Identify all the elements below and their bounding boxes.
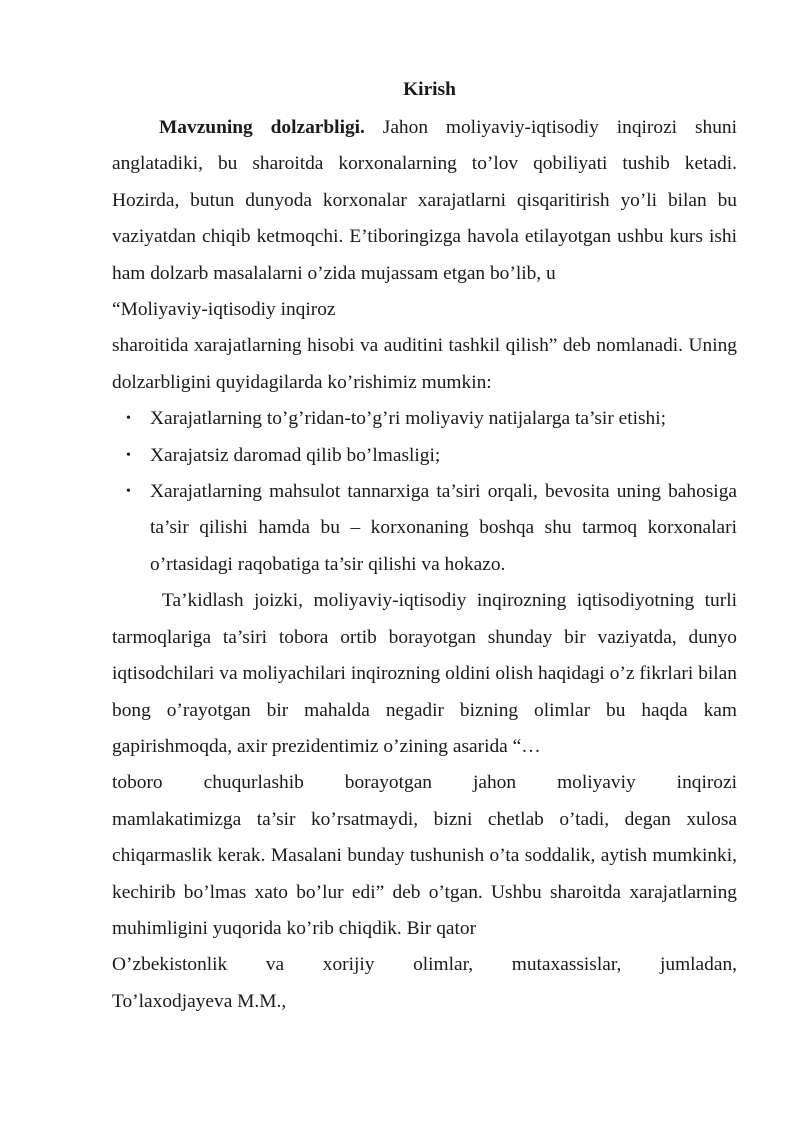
intro-paragraph-cont — [112, 292, 737, 401]
body-paragraph — [112, 583, 737, 765]
bullet-icon: • — [126, 484, 131, 500]
para2-text-4: O’zbekistonlik va xorijiy olimlar, mutaxassislar, jumladan, — [112, 954, 737, 976]
bullet-icon: • — [126, 447, 131, 463]
intro-text-3: sharoitida xarajatlarning hisobi va auditini tashkil qilish” deb nomlanadi. Uning dolzarbligini quyidagilarda ko’rishimiz mumkin: — [112, 335, 737, 393]
body-paragraph-cont — [112, 765, 737, 1020]
list-item — [112, 474, 737, 583]
para2-text-2: toboro chuqurlashib borayotgan jahon moliyaviy inqirozi — [112, 772, 737, 794]
intro-text-2: “Moliyaviy-iqtisodiy inqiroz — [112, 299, 336, 321]
document-page — [112, 72, 737, 1020]
bullet-list — [112, 401, 737, 583]
para2-text-3: mamlakatimizga ta’sir ko’rsatmaydi, bizni chetlab o’tadi, degan xulosa chiqarmaslik kerak. Masalani bunday tushunish o’ta soddalik, aytish mumkinki, kechirib bo’lmas xato bo’lur edi” deb o’tgan. Ushbu sharoitda xarajatlarning muhimligini yuqorida ko’rib chiqdik. Bir qator — [112, 808, 737, 939]
list-item — [112, 438, 737, 474]
bullet-text: Xarajatlarning to’g’ridan-to’g’ri moliyaviy natijalarga ta’sir etishi; — [150, 408, 667, 430]
list-item — [112, 401, 737, 437]
para2-text-1: Ta’kidlash joizki, moliyaviy-iqtisodiy inqirozning iqtisodiyotning turli tarmoqlariga ta’siri tobora ortib borayotgan shunday bir vaziyatda, dunyo iqtisodchilari va moliyachilari inqirozning oldini olish haqidagi o’z fikrlari bilan bong o’rayotgan bir mahalda negadir bizning olimlar bu haqda kam gapirishmoqda, axir prezidentimiz o’zining asarida “… — [112, 590, 737, 757]
intro-text-1: Jahon moliyaviy-iqtisodiy inqirozi shuni anglatadiki, bu sharoitda korxonalarning to’lov qobiliyati tushib ketadi. Hozirda, butun dunyoda korxonalar xarajatlarni qisqaritirish yo’li bilan bu vaziyatdan chiqib ketmoqchi. E’tiboringizga havola etilayotgan ushbu kurs ishi ham dolzarb masalalarni o’zida mujassam etgan bo’lib, u — [112, 117, 737, 284]
intro-paragraph — [112, 110, 737, 292]
document-title: Kirish — [403, 79, 456, 100]
bullet-text: Xarajatlarning mahsulot tannarxiga ta’siri orqali, bevosita uning bahosiga ta’sir qilishi hamda bu – korxonaning boshqa shu tarmoq korxonalari o’rtasidagi raqobatiga ta’sir qilishi va hokazo. — [150, 481, 737, 575]
bullet-icon: • — [126, 411, 131, 427]
para2-text-5: To’laxodjayeva M.M., — [112, 990, 287, 1012]
intro-lead: Mavzuning dolzarbligi. — [159, 117, 365, 138]
bullet-text: Xarajatsiz daromad qilib bo’lmasligi; — [150, 444, 441, 466]
